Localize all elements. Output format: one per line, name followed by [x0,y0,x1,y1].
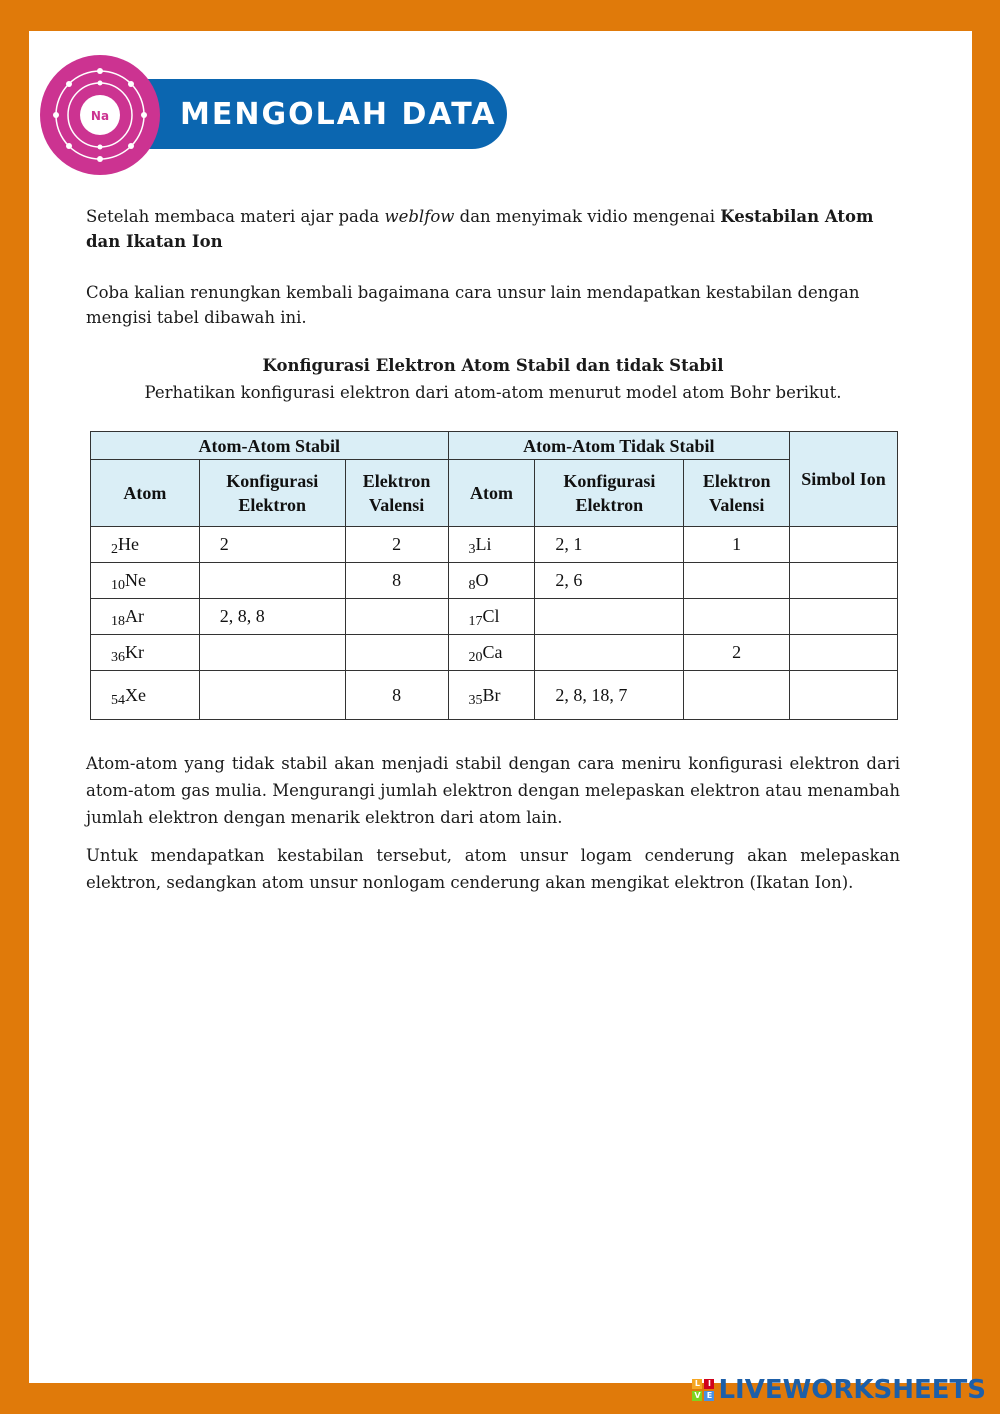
stable-config-cell[interactable]: 2 [199,527,345,563]
stable-valence-cell[interactable] [345,599,448,635]
stable-valence-cell[interactable]: 8 [345,563,448,599]
header-stable-config: Konfigurasi Elektron [199,460,345,527]
unstable-atom-cell: 17Cl [448,599,535,635]
logo-letter-e: E [704,1391,714,1401]
logo-letter-v: V [694,1391,701,1400]
logo-letter-i: I [704,1379,714,1389]
header-unstable-atom: Atom [448,460,535,527]
table-title: Konfigurasi Elektron Atom Stabil dan tidak Stabil [262,356,724,375]
table-row [91,563,898,599]
header-unstable-config: Konfigurasi Elektron [535,460,684,527]
stable-atom-cell: 54Xe [91,671,200,720]
stable-valence-cell[interactable]: 2 [345,527,448,563]
unstable-config-cell[interactable]: 2, 1 [535,527,684,563]
atom-symbol: Na [90,109,110,123]
page-title: MENGOLAH DATA [180,97,497,132]
ion-symbol-cell[interactable] [790,563,898,599]
table-row [91,671,898,720]
liveworksheets-logo [692,1374,986,1406]
header-ion-symbol: Simbol Ion [790,432,898,527]
stable-atom-cell: 10Ne [91,563,200,599]
stable-config-cell[interactable]: 2, 8, 8 [199,599,345,635]
unstable-valence-cell[interactable] [684,599,790,635]
liveworksheets-logo-icon [692,1379,714,1401]
stable-atom-cell: 18Ar [91,599,200,635]
intro-text-a: Setelah membaca materi ajar pada [86,207,385,226]
electron-config-table [90,431,898,720]
header-stable-group: Atom-Atom Stabil [91,432,449,460]
table-subtitle: Perhatikan konfigurasi elektron dari atom-atom menurut model atom Bohr berikut. [144,383,842,402]
header-stable-valence: Elektron Valensi [345,460,448,527]
liveworksheets-logo-text: LIVEWORKSHEETS [718,1375,986,1405]
unstable-atom-cell: 3Li [448,527,535,563]
ion-symbol-cell[interactable] [790,527,898,563]
unstable-config-cell[interactable]: 2, 6 [535,563,684,599]
intro-paragraph [86,204,900,254]
header-stable-atom: Atom [91,460,200,527]
table-row [91,599,898,635]
ion-symbol-cell[interactable] [790,599,898,635]
stable-config-cell[interactable] [199,563,345,599]
header-unstable-group: Atom-Atom Tidak Stabil [448,432,790,460]
table-row [91,527,898,563]
table-row [91,635,898,671]
stable-atom-cell: 36Kr [91,635,200,671]
header-unstable-valence: Elektron Valensi [684,460,790,527]
explanation-paragraph-1: Atom-atom yang tidak stabil akan menjadi stabil dengan cara meniru konfigurasi elektron dari atom-atom gas mulia. Mengurangi jumlah elektron dengan melepaskan elektron atau menambah jumlah elektron dengan menarik elektron dari atom lain. [86,754,900,827]
unstable-config-cell[interactable] [535,635,684,671]
stable-config-cell[interactable] [199,671,345,720]
unstable-valence-cell[interactable]: 2 [684,635,790,671]
atom-emblem [40,55,160,175]
logo-letter-l: L [692,1379,702,1389]
unstable-valence-cell[interactable] [684,563,790,599]
ion-symbol-cell[interactable] [790,635,898,671]
intro-text-b: dan menyimak vidio mengenai [454,207,721,226]
unstable-config-cell[interactable]: 2, 8, 18, 7 [535,671,684,720]
unstable-atom-cell: 35Br [448,671,535,720]
unstable-atom-cell: 8O [448,563,535,599]
stable-valence-cell[interactable]: 8 [345,671,448,720]
bohr-atom-icon [40,55,160,175]
unstable-config-cell[interactable] [535,599,684,635]
unstable-valence-cell[interactable]: 1 [684,527,790,563]
unstable-atom-cell: 20Ca [448,635,535,671]
instruction-paragraph: Coba kalian renungkan kembali bagaimana cara unsur lain mendapatkan kestabilan dengan mengisi tabel dibawah ini. [86,283,860,327]
stable-atom-cell: 2He [91,527,200,563]
explanation-paragraph-2: Untuk mendapatkan kestabilan tersebut, atom unsur logam cenderung akan melepaskan elektron, sedangkan atom unsur nonlogam cenderung akan mengikat elektron (Ikatan Ion). [86,846,900,892]
ion-symbol-cell[interactable] [790,671,898,720]
stable-config-cell[interactable] [199,635,345,671]
stable-valence-cell[interactable] [345,635,448,671]
unstable-valence-cell[interactable] [684,671,790,720]
intro-strong: Kestabilan Atom dan Ikatan Ion [86,207,874,251]
intro-emphasis: weblfow [384,207,455,226]
